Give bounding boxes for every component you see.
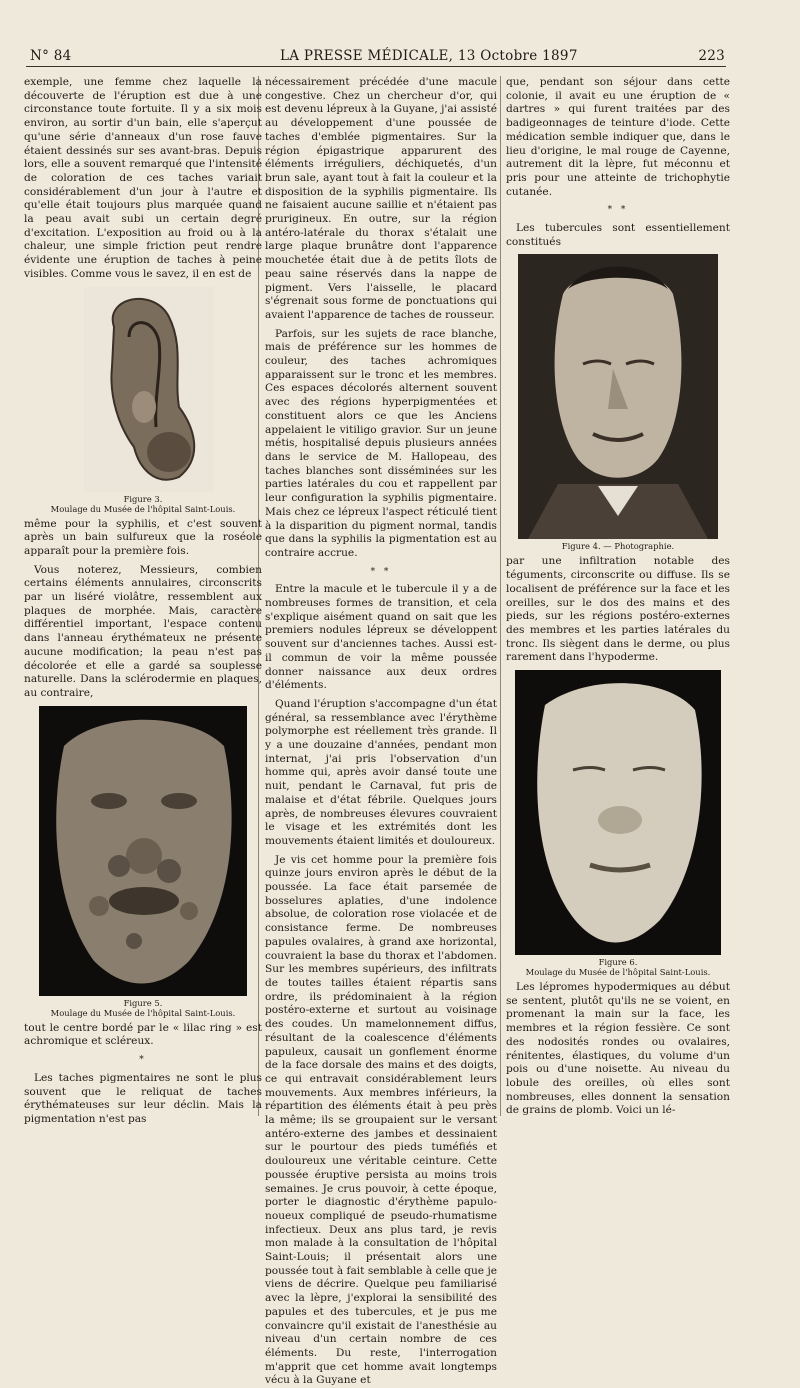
figure-caption-text: Moulage du Musée de l'hôpital Saint-Louis. xyxy=(50,1007,236,1018)
page-number: 223 xyxy=(698,48,725,64)
header-rule xyxy=(26,66,726,67)
figure-6 xyxy=(506,670,730,977)
figure-3-caption xyxy=(24,494,262,514)
patient-photograph xyxy=(518,254,718,539)
paragraph: tout le centre bordé par le « lilac ring » est achromique et scléreux. xyxy=(24,1021,262,1048)
ear-cast-image xyxy=(84,287,214,492)
column-1 xyxy=(24,76,262,1125)
mask-cast-image xyxy=(515,670,721,955)
journal-title: LA PRESSE MÉDICALE, 13 Octobre 1897 xyxy=(280,48,578,64)
paragraph: Quand l'éruption s'accompagne d'un état général, sa ressemblance avec l'érythème polymorphe est réellement très grande. Il y a une douzaine d'années, pendant mon internat, j'ai pris l'observation d'un homme qui, après avoir dansé toute une nuit, pendant le Carnaval, fut pris de malaise et d'état fébrile. Quelques jours après, de nombreuses élevures couvraient le visage et les extrémités dont les mouvements étaient limités et douloureux. xyxy=(265,697,497,847)
paragraph: même pour la syphilis, et c'est souvent après un bain sulfureux que la roséole apparaît pour la première fois. xyxy=(24,517,262,557)
figure-label: Figure 6. xyxy=(598,957,638,968)
figure-caption-text: Moulage du Musée de l'hôpital Saint-Louis. xyxy=(525,967,711,978)
paragraph: Entre la macule et le tubercule il y a de nombreuses formes de transition, et cela s'explique aisément quand on sait que les premiers nodules lépreux se développent souvent sur d'anciennes taches. Aussi est-il commun de voir la même poussée donner naissance aux deux ordres d'éléments. xyxy=(265,583,497,692)
paragraph: nécessairement précédée d'une macule congestive. Chez un chercheur d'or, qui est devenu lépreux à la Guyane, j'ai assisté au développement d'une poussée de taches d'emblée pigmentaires. Sur la région épigastrique apparurent des éléments irréguliers, déchiquetés, d'un brun sale, ayant tout à fait la couleur et la disposition de la syphilis pigmentaire. Ils ne faisaient aucune saillie et n'étaient pas prurigineux. En outre, sur la région antéro-latérale du thorax s'étalait une large plaque brunâtre dont l'apparence mouchetée était due à de petits îlots de peau saine réservés dans la nappe de pigment. Vers l'aisselle, le placard s'égrenait sous forme de ponctuations qui avaient l'apparence de taches de rousseur. xyxy=(265,76,497,321)
figure-6-caption xyxy=(506,957,730,977)
paragraph: par une infiltration notable des téguments, circonscrite ou diffuse. Ils se localisent de préférence sur la face et les oreilles, sur le dos des mains et des pieds, sur les régions postéro-externes des membres et les parties latérales du tronc. Ils siègent dans le derme, ou plus rarement dans l'hypoderme. xyxy=(506,555,730,664)
figure-caption-text: Moulage du Musée de l'hôpital Saint-Louis. xyxy=(50,503,236,514)
paragraph: exemple, une femme chez laquelle la découverte de l'éruption est due à une circonstance toute fortuite. Il y a six mois environ, au sortir d'un bain, elle s'aperçut qu'une série d'anneaux d'un rose fauve étaient dessinés sur ses avant-bras. Depuis lors, elle a souvent remarqué que l'intensité de coloration de ces taches variait considérablement d'un jour à l'autre et qu'elle était toujours plus marquée quand la peau avait subi un certain degré d'excitation. L'exposition au froid ou à la chaleur, une simple friction peut rendre évidente une éruption de taches à peine visibles. Comme vous le savez, il en est de xyxy=(24,76,262,280)
column-3 xyxy=(506,76,730,1116)
paragraph: Je vis cet homme pour la première fois quinze jours environ après le début de la poussée. La face était parsemée de bosselures aplaties, d'une indolence absolue, de coloration rose violacée et de consistance ferme. De nombreuses papules ovalaires, à grand axe horizontal, couvraient la base du thorax et l'abdomen. Sur les membres supérieurs, des infiltrats de toutes tailles étaient répartis sans ordre, ils prédominaient à la région postéro-externe et surtout au voisinage des coudes. Un mamelonnement diffus, résultant de la coalescence d'éléments papuleux, causait un gonflement énorme de la face dorsale des mains et des doigts, ce qui entravait considérablement leurs mouvements. Aux membres inférieurs, la répartition des éléments était à peu près la même; ils se groupaient sur le versant antéro-externe des jambes et dessinaient sur le pourtour des pieds tuméfiés et douloureux une véritable ceinture. Cette poussée éruptive persista au moins trois semaines. Je crus pouvoir, à cette époque, porter le diagnostic d'érythème papulo-noueux compliqué de pseudo-rhumatisme infectieux. Deux ans plus tard, je revis mon malade à la consultation de l'hôpital Saint-Louis; il présentait alors une poussée tout à fait semblable à celle que je viens de décrire. Quelque peu familiarisé avec la lèpre, j'explorai la sensibilité des papules et des tubercules, et je pus me convaincre qu'il existait de l'anesthésie au niveau d'un certain nombre de ces éléments. Du reste, l'interrogation m'apprit que cet homme avait longtemps vécu à la Guyane et xyxy=(265,853,497,1387)
mask-cast-image xyxy=(39,706,247,996)
figure-5 xyxy=(24,706,262,1018)
paragraph: Les tubercules sont essentiellement constitués xyxy=(506,222,730,248)
figure-label: Figure 3. xyxy=(123,493,163,504)
page-header xyxy=(30,48,725,66)
column-divider xyxy=(500,76,501,1116)
paragraph: Vous noterez, Messieurs, combien certains éléments annulaires, circonscrits par un liséré violâtre, ressemblent aux plaques de morphée. Mais, caractère différentiel important, l'espace contenu dans l'anneau érythémateux ne présente aucune modification; la peau n'est pas décolorée et elle a gardé sa souplesse naturelle. Dans la sclérodermie en plaques, au contraire, xyxy=(24,563,262,699)
figure-4-caption: Figure 4. — Photographie. xyxy=(561,541,675,552)
column-2 xyxy=(265,76,497,1387)
figure-3 xyxy=(24,287,262,514)
figure-5-caption xyxy=(24,998,262,1018)
section-stars: * * xyxy=(370,566,392,577)
paragraph: que, pendant son séjour dans cette colonie, il avait eu une éruption de « dartres » qui furent traitées par des badigeonnages de teinture d'iode. Cette médication semble indiquer que, dans le lieu d'origine, le mal rouge de Cayenne, autrement dit la lèpre, fut méconnu et pris pour une atteinte de trichophytie cutanée. xyxy=(506,76,730,198)
section-stars: * * xyxy=(607,205,629,216)
issue-number: N° 84 xyxy=(30,48,72,64)
figure-4 xyxy=(506,254,730,551)
section-stars: * xyxy=(139,1055,147,1066)
paragraph: Parfois, sur les sujets de race blanche, mais de préférence sur les hommes de couleur, des taches achromiques apparaissent sur le tronc et les membres. Ces espaces décolorés alternent souvent avec des régions hyperpigmentées et constituent alors ce que les Anciens appelaient le vitiligo gravior. Sur un jeune métis, hospitalisé depuis plusieurs années dans le service de M. Hallopeau, des taches blanches sont disséminées sur les parties latérales du cou et rappellent par leur configuration la syphilis pigmentaire. Mais chez ce lépreux l'aspect réticulé tient à la disparition du pigment normal, tandis que dans la syphilis la pigmentation est au contraire accrue. xyxy=(265,327,497,559)
paragraph: Les taches pigmentaires ne sont le plus souvent que le reliquat de taches érythémateuses sur leur déclin. Mais la pigmentation n'est pas xyxy=(24,1071,262,1125)
figure-label: Figure 5. xyxy=(123,997,163,1008)
paragraph: Les lépromes hypodermiques au début se sentent, plutôt qu'ils ne se voient, en promenant la main sur la face, les membres et la région fessière. Ce sont des nodosités rondes ou ovalaires, rénitentes, élastiques, du volume d'un pois ou d'une noisette. Au niveau du lobule des oreilles, où elles sont nombreuses, elles donnent la sensation de grains de plomb. Voici un lé- xyxy=(506,981,730,1117)
